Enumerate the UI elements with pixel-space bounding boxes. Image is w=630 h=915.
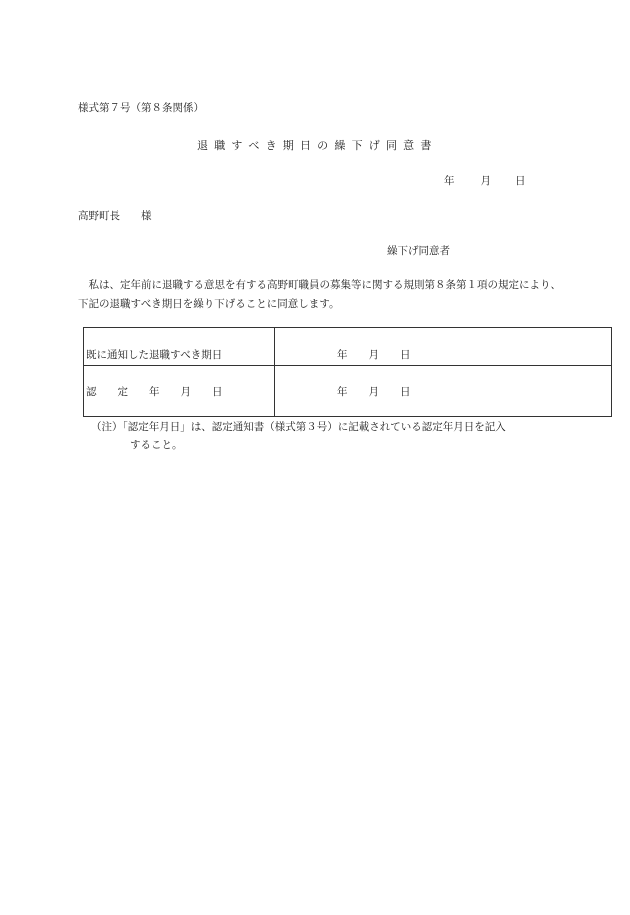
table-row bbox=[84, 328, 612, 366]
approval-date-label: 認 定 年 月 日 bbox=[84, 366, 275, 417]
previous-retirement-date-label: 既に通知した退職すべき期日 bbox=[84, 328, 275, 366]
previous-retirement-date-value: 年 月 日 bbox=[275, 328, 612, 366]
note-line-1: （注）「認定年月日」は、認定通知書（様式第３号）に記載されている認定年月日を記入 bbox=[91, 421, 506, 433]
table-row bbox=[84, 366, 612, 417]
date-year-label: 年 bbox=[444, 175, 455, 187]
document-title: 退職すべき期日の繰下げ同意書 bbox=[197, 139, 438, 152]
addressee: 高野町長 様 bbox=[78, 210, 152, 222]
date-day-label: 日 bbox=[515, 175, 526, 187]
date-line bbox=[444, 173, 526, 188]
date-month-label: 月 bbox=[480, 175, 491, 187]
note-line-2: すること。 bbox=[130, 439, 183, 451]
approval-date-value: 年 月 日 bbox=[275, 366, 612, 417]
consenter-label: 繰下げ同意者 bbox=[387, 245, 450, 257]
retirement-date-table bbox=[83, 327, 612, 417]
consent-statement: 私は、定年前に退職する意思を有する高野町職員の募集等に関する規則第８条第１項の規定により、下記の退職すべき期日を繰り下げることに同意します。 bbox=[78, 279, 561, 310]
form-number: 様式第７号（第８条関係） bbox=[78, 102, 204, 114]
